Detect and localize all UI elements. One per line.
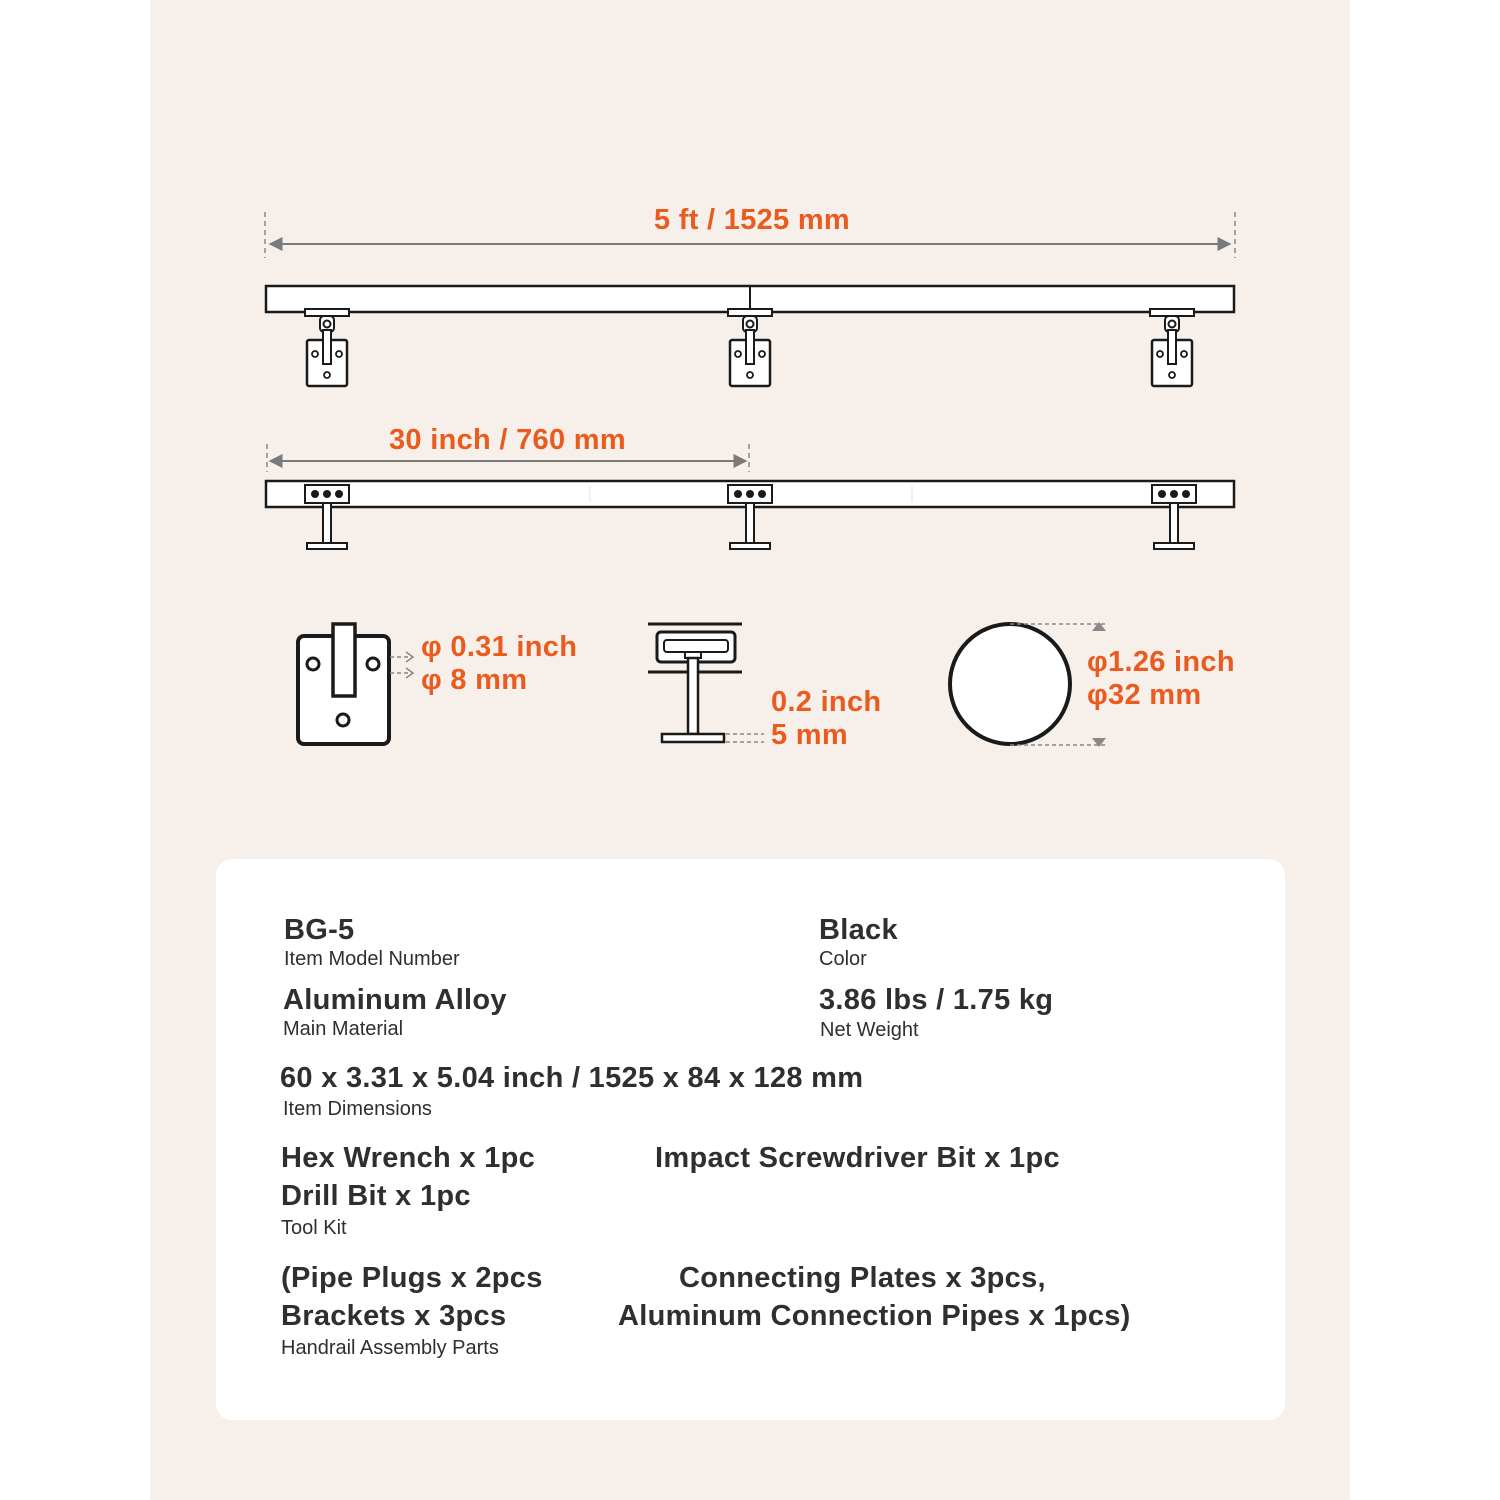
plate-thickness-mm-label: 5 mm <box>771 719 848 751</box>
bracket-top-2 <box>728 309 772 386</box>
assembly-label: Handrail Assembly Parts <box>281 1337 499 1359</box>
assembly-item-3: Brackets x 3pcs <box>281 1300 507 1332</box>
bracket-top-3 <box>1150 309 1194 386</box>
plate-thickness-inch-label: 0.2 inch <box>771 686 882 718</box>
bracket-top-1 <box>305 309 349 386</box>
bracket-side-1 <box>305 485 349 549</box>
model-label: Item Model Number <box>284 948 460 970</box>
color-label: Color <box>819 948 867 970</box>
total-length-label: 5 ft / 1525 mm <box>654 204 851 236</box>
tool-kit-item-1: Hex Wrench x 1pc <box>281 1142 536 1174</box>
assembly-item-2: Connecting Plates x 3pcs, <box>679 1262 1046 1294</box>
hole-diameter-mm-label: φ 8 mm <box>421 664 528 696</box>
model-value: BG-5 <box>284 914 355 946</box>
tool-kit-label: Tool Kit <box>281 1217 347 1239</box>
assembly-item-4: Aluminum Connection Pipes x 1pcs) <box>618 1300 1131 1332</box>
bracket-spacing-label: 30 inch / 760 mm <box>389 424 626 456</box>
material-label: Main Material <box>283 1018 404 1040</box>
handrail-side-view <box>266 481 1234 549</box>
bracket-thickness-detail <box>648 624 764 742</box>
item-dimensions-value: 60 x 3.31 x 5.04 inch / 1525 x 84 x 128 mm <box>280 1062 864 1094</box>
assembly-item-1: (Pipe Plugs x 2pcs <box>281 1262 543 1294</box>
item-dimensions-label: Item Dimensions <box>283 1098 432 1120</box>
hole-diameter-inch-label: φ 0.31 inch <box>421 631 578 663</box>
tube-cross-section <box>950 622 1106 747</box>
wall-plate-detail <box>298 624 413 744</box>
tool-kit-item-3: Drill Bit x 1pc <box>281 1180 471 1212</box>
handrail-top-view <box>266 286 1234 386</box>
bracket-side-3 <box>1152 485 1196 549</box>
tube-diameter-mm-label: φ32 mm <box>1087 679 1202 711</box>
bracket-side-2 <box>728 485 772 549</box>
color-value: Black <box>819 914 898 946</box>
material-value: Aluminum Alloy <box>283 984 507 1016</box>
weight-value: 3.86 lbs / 1.75 kg <box>819 984 1054 1016</box>
tool-kit-item-2: Impact Screwdriver Bit x 1pc <box>655 1142 1060 1174</box>
tube-diameter-inch-label: φ1.26 inch <box>1087 646 1235 678</box>
spec-card <box>216 859 1285 1420</box>
weight-label: Net Weight <box>820 1019 919 1041</box>
